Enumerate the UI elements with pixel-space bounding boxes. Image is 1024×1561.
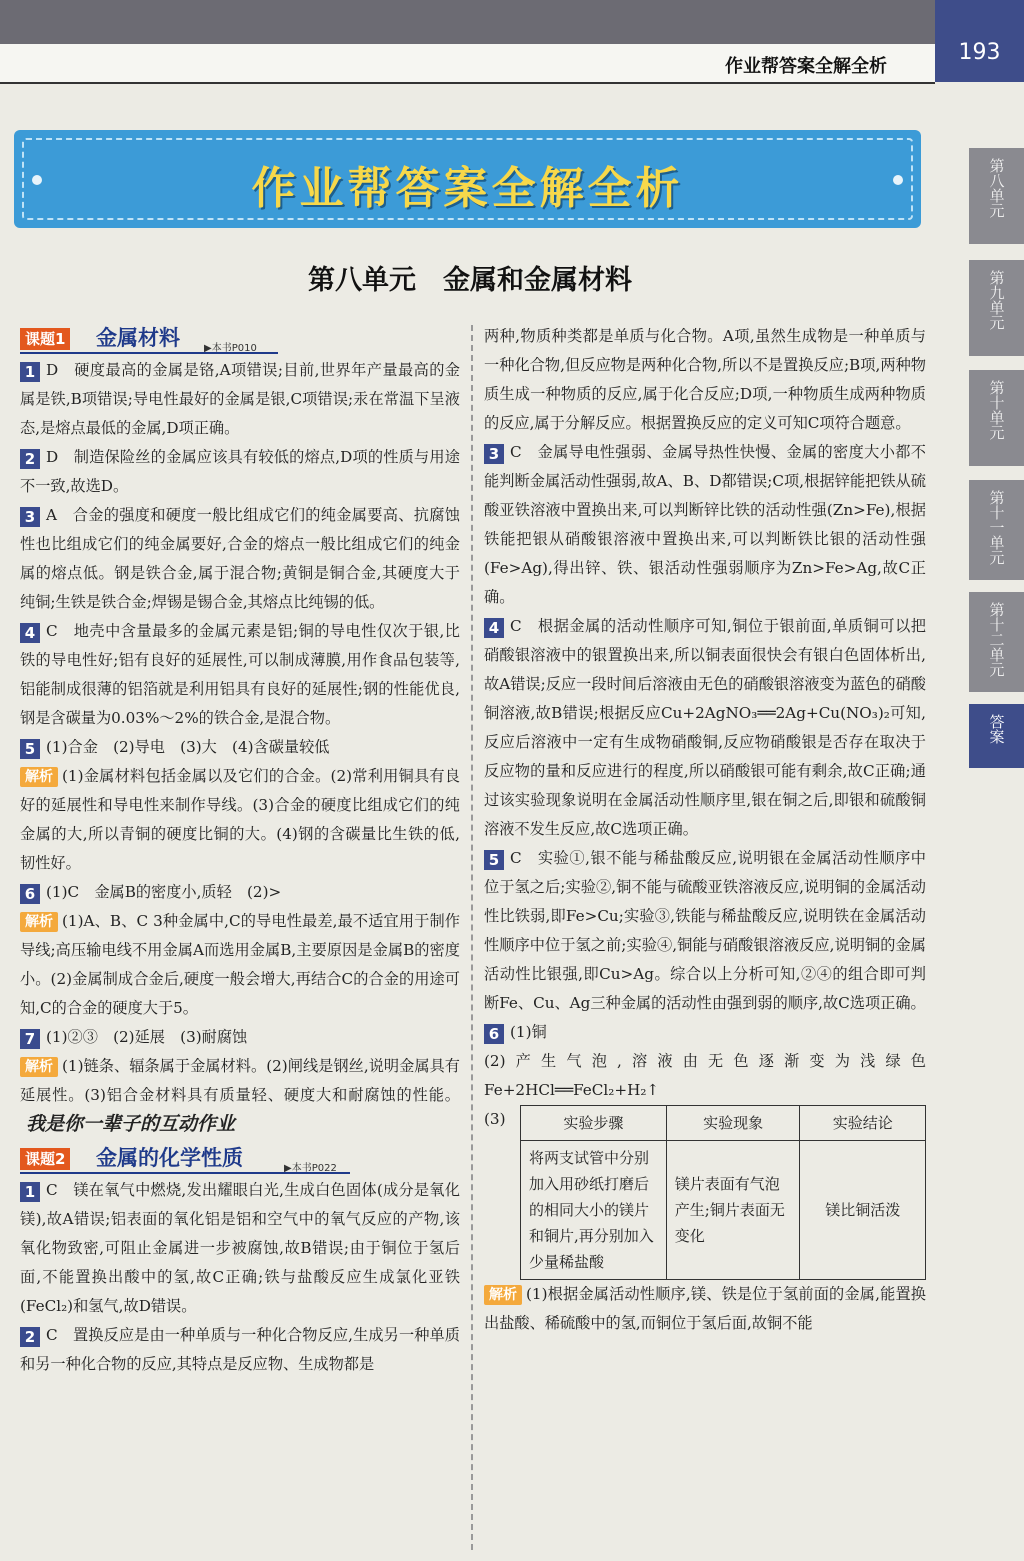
answer-item <box>20 1321 460 1379</box>
analysis <box>484 1280 926 1338</box>
side-tab-label: 第十一单元 <box>987 490 1006 565</box>
analysis <box>20 1052 460 1140</box>
column-divider <box>471 325 473 1550</box>
section-title: 金属材料 <box>96 326 180 350</box>
side-tab-label: 第十单元 <box>987 380 1006 440</box>
analysis-text: (1)A、B、C 3种金属中,C的导电性最差,最不适宜用于制作导线;高压输电线不用金属A而选用金属B,主要原因是金属B的密度小。(2)金属制成合金后,硬度一般会增大,再结合C的合金的用途可知,C的合金的硬度大于5。 <box>20 912 460 1017</box>
question-number: 6 <box>20 884 40 904</box>
experiment-table <box>520 1105 926 1280</box>
page-number-box <box>935 0 1024 82</box>
header-title: 作业帮答案全解全析 <box>725 56 887 77</box>
table-cell: 镁片表面有气泡产生;铜片表面无变化 <box>666 1141 800 1280</box>
answer-text: C 镁在氧气中燃烧,发出耀眼白光,生成白色固体(成分是氧化镁),故A错误;铝表面的氧化铝是铝和空气中的氧气反应的产物,该氧化物致密,可阻止金属进一步被腐蚀,故B错误;由于铜位于氢后面,不能置换出酸中的氢,故C正确;铁与盐酸反应生成氯化亚铁(FeCl₂)和氢气,故D错误。 <box>20 1181 460 1315</box>
side-tab-label: 第十二单元 <box>987 602 1006 677</box>
right-column <box>484 322 942 1338</box>
answer-item <box>484 438 926 612</box>
answer-text: C 置换反应是由一种单质与一种化合物反应,生成另一种单质和另一种化合物的反应,其特点是反应物、生成物都是 <box>20 1326 460 1373</box>
table-cell: 镁比铜活泼 <box>800 1141 926 1280</box>
table-header-row <box>521 1106 926 1141</box>
analysis <box>20 762 460 878</box>
answer-text: C 地壳中含量最多的金属元素是铝;铜的导电性仅次于银,比铁的导电性好;铝有良好的延展性,可以制成薄膜,用作食品包装等,铝能制成很薄的铝箔就是利用铝具有良好的延展性;钢的性能优良,钢是含碳量为0.03%～2%的铁合金,是混合物。 <box>20 622 460 727</box>
answer-item <box>20 1176 460 1321</box>
answer-text: (1)铜 <box>510 1023 547 1041</box>
question-number: 1 <box>20 1182 40 1202</box>
side-tab-unit-11[interactable] <box>969 480 1024 580</box>
question-number: 5 <box>20 739 40 759</box>
question-number: 7 <box>20 1029 40 1049</box>
question-number: 5 <box>484 850 504 870</box>
banner-title: 作业帮答案全解全析 <box>251 163 684 214</box>
section-underline <box>20 352 278 354</box>
question-number: 2 <box>20 449 40 469</box>
answer-text: D 硬度最高的金属是铬,A项错误;目前,世界年产量最高的金属是铁,B项错误;导电性最好的金属是银,C项错误;汞在常温下呈液态,是熔点最低的金属,D项正确。 <box>20 361 460 437</box>
question-number: 2 <box>20 1327 40 1347</box>
answer-text: (1)C 金属B的密度小,质轻 (2)> <box>46 883 282 901</box>
side-tab-answers[interactable] <box>969 704 1024 768</box>
analysis-text: (1)链条、辐条属于金属材料。(2)闸线是钢丝,说明金属具有延展性。(3)铝合金材料具有质量轻、硬度大和耐腐蚀的性能。 <box>20 1057 460 1104</box>
table-cell: 将两支试管中分别加入用砂纸打磨后的相同大小的镁片和铜片,再分别加入少量稀盐酸 <box>521 1141 667 1280</box>
answer-item <box>20 356 460 443</box>
answer-item <box>20 501 460 617</box>
table-header: 实验步骤 <box>521 1106 667 1141</box>
side-tab-unit-9[interactable] <box>969 260 1024 356</box>
question-number: 6 <box>484 1024 504 1044</box>
page-number: 193 <box>958 40 1001 65</box>
left-column <box>20 322 460 1379</box>
analysis-label: 解析 <box>20 912 58 932</box>
section-header-2 <box>20 1142 460 1174</box>
analysis <box>20 907 460 1023</box>
analysis-label: 解析 <box>484 1285 522 1305</box>
table-row <box>521 1141 926 1280</box>
answer-text: D 制造保险丝的金属应该具有较低的熔点,D项的性质与用途不一致,故选D。 <box>20 448 460 495</box>
side-tab-label: 第八单元 <box>987 158 1006 218</box>
question-number: 1 <box>20 362 40 382</box>
answer-text: C 金属导电性强弱、金属导热性快慢、金属的密度大小都不能判断金属活动性强弱,故A、B、D都错误;C项,根据锌能把铁从硫酸亚铁溶液中置换出来,可以判断锌比铁的活动性强(Zn>Fe),根据铁能把银从硝酸银溶液中置换出来,可以判断铁比银的活动性强(Fe>Ag),得出锌、铁、银活动性强弱顺序为Zn>Fe>Ag,故C正确。 <box>484 443 926 606</box>
unit-title: 第八单元 金属和金属材料 <box>308 265 632 296</box>
side-tab-label: 答案 <box>987 714 1006 744</box>
top-strip <box>0 0 1024 48</box>
answer-item <box>484 844 926 1018</box>
question-number: 3 <box>20 507 40 527</box>
side-tab-unit-12[interactable] <box>969 592 1024 692</box>
analysis-text: (1)根据金属活动性顺序,镁、铁是位于氢前面的金属,能置换出盐酸、稀硫酸中的氢,而铜位于氢后面,故铜不能 <box>484 1285 926 1332</box>
section-page-ref: ▶本书P022 <box>284 1163 337 1174</box>
question-number: 3 <box>484 444 504 464</box>
answer-continuation: 两种,物质种类都是单质与化合物。A项,虽然生成物是一种单质与一种化合物,但反应物是两种化合物,所以不是置换反应;B项,两种物质生成一种物质的反应,属于化合反应;D项,一种物质生成两种物质的反应,属于分解反应。根据置换反应的定义可知C项符合题意。 <box>484 327 926 432</box>
analysis-label: 解析 <box>20 767 58 787</box>
answer-text: (1)②③ (2)延展 (3)耐腐蚀 <box>46 1028 248 1046</box>
side-tab-unit-8[interactable] <box>969 148 1024 244</box>
answer-text: C 实验①,银不能与稀盐酸反应,说明银在金属活动性顺序中位于氢之后;实验②,铜不能与硫酸亚铁溶液反应,说明铜的金属活动性比铁弱,即Fe>Cu;实验③,铁能与稀盐酸反应,说明铁在金属活动性顺序中位于氢之前;实验④,铜能与硝酸银溶液反应,说明铜的金属活动性比银强,即Cu>Ag。综合以上分析可知,②④的组合即可判断Fe、Cu、Ag三种金属的活动性由强到弱的顺序,故C选项正确。 <box>484 849 926 1012</box>
question-number: 4 <box>484 618 504 638</box>
answer-text: C 根据金属的活动性顺序可知,铜位于银前面,单质铜可以把硝酸银溶液中的银置换出来,所以铜表面很快会有银白色固体析出,故A错误;反应一段时间后溶液由无色的硝酸银溶液变为蓝色的硝酸铜溶液,故B错误;根据反应Cu+2AgNO₃══2Ag+Cu(NO₃)₂可知,反应后溶液中一定有生成物硝酸铜,反应物硝酸银是否存在取决于反应物的量和反应进行的程度,所以硝酸银可能有剩余,故C正确;通过该实验现象说明在金属活动性顺序里,银在铜之后,即银和硫酸铜溶液不发生反应,故C选项正确。 <box>484 617 926 838</box>
section-tag: 课题2 <box>20 1148 70 1170</box>
analysis-label: 解析 <box>20 1057 58 1077</box>
section-tag: 课题1 <box>20 328 70 350</box>
title-banner <box>14 130 921 228</box>
answer-item <box>20 878 460 907</box>
answer-item <box>20 617 460 733</box>
section-title: 金属的化学性质 <box>96 1146 243 1170</box>
side-tab-unit-10[interactable] <box>969 370 1024 466</box>
side-tab-label: 第九单元 <box>987 270 1006 330</box>
section-underline <box>20 1172 350 1174</box>
question-number: 4 <box>20 623 40 643</box>
table-header: 实验现象 <box>666 1106 800 1141</box>
running-header <box>0 44 935 84</box>
section-page-ref: ▶本书P010 <box>204 343 257 354</box>
answer-item <box>484 1018 926 1047</box>
experiment-block <box>484 1105 926 1280</box>
handwritten-note: 我是你一辈子的互动作业 <box>26 1113 236 1135</box>
answer-text: (1)合金 (2)导电 (3)大 (4)含碳量较低 <box>46 738 330 756</box>
answer-item <box>20 443 460 501</box>
table-header: 实验结论 <box>800 1106 926 1141</box>
analysis-text: (1)金属材料包括金属以及它们的合金。(2)常利用铜具有良好的延展性和导电性来制作导线。(3)合金的硬度比组成它们的纯金属的大,所以青铜的硬度比铜的大。(4)钢的含碳量比生铁的低,韧性好。 <box>20 767 460 872</box>
answer-item <box>20 1023 460 1052</box>
answer-text: A 合金的强度和硬度一般比组成它们的纯金属要高、抗腐蚀性也比组成它们的纯金属要好,合金的熔点一般比组成它们的纯金属的熔点低。钢是铁合金,属于混合物;黄铜是铜合金,其硬度大于纯铜;生铁是铁合金;焊锡是锡合金,其熔点比纯锡的低。 <box>20 506 460 611</box>
answer-item <box>484 612 926 844</box>
subitem-label: (3) <box>484 1110 506 1128</box>
section-header-1 <box>20 322 460 354</box>
answer-subitem: (2)产生气泡,溶液由无色逐渐变为浅绿色 Fe+2HCl══FeCl₂+H₂↑ <box>484 1052 942 1099</box>
answer-item <box>20 733 460 762</box>
